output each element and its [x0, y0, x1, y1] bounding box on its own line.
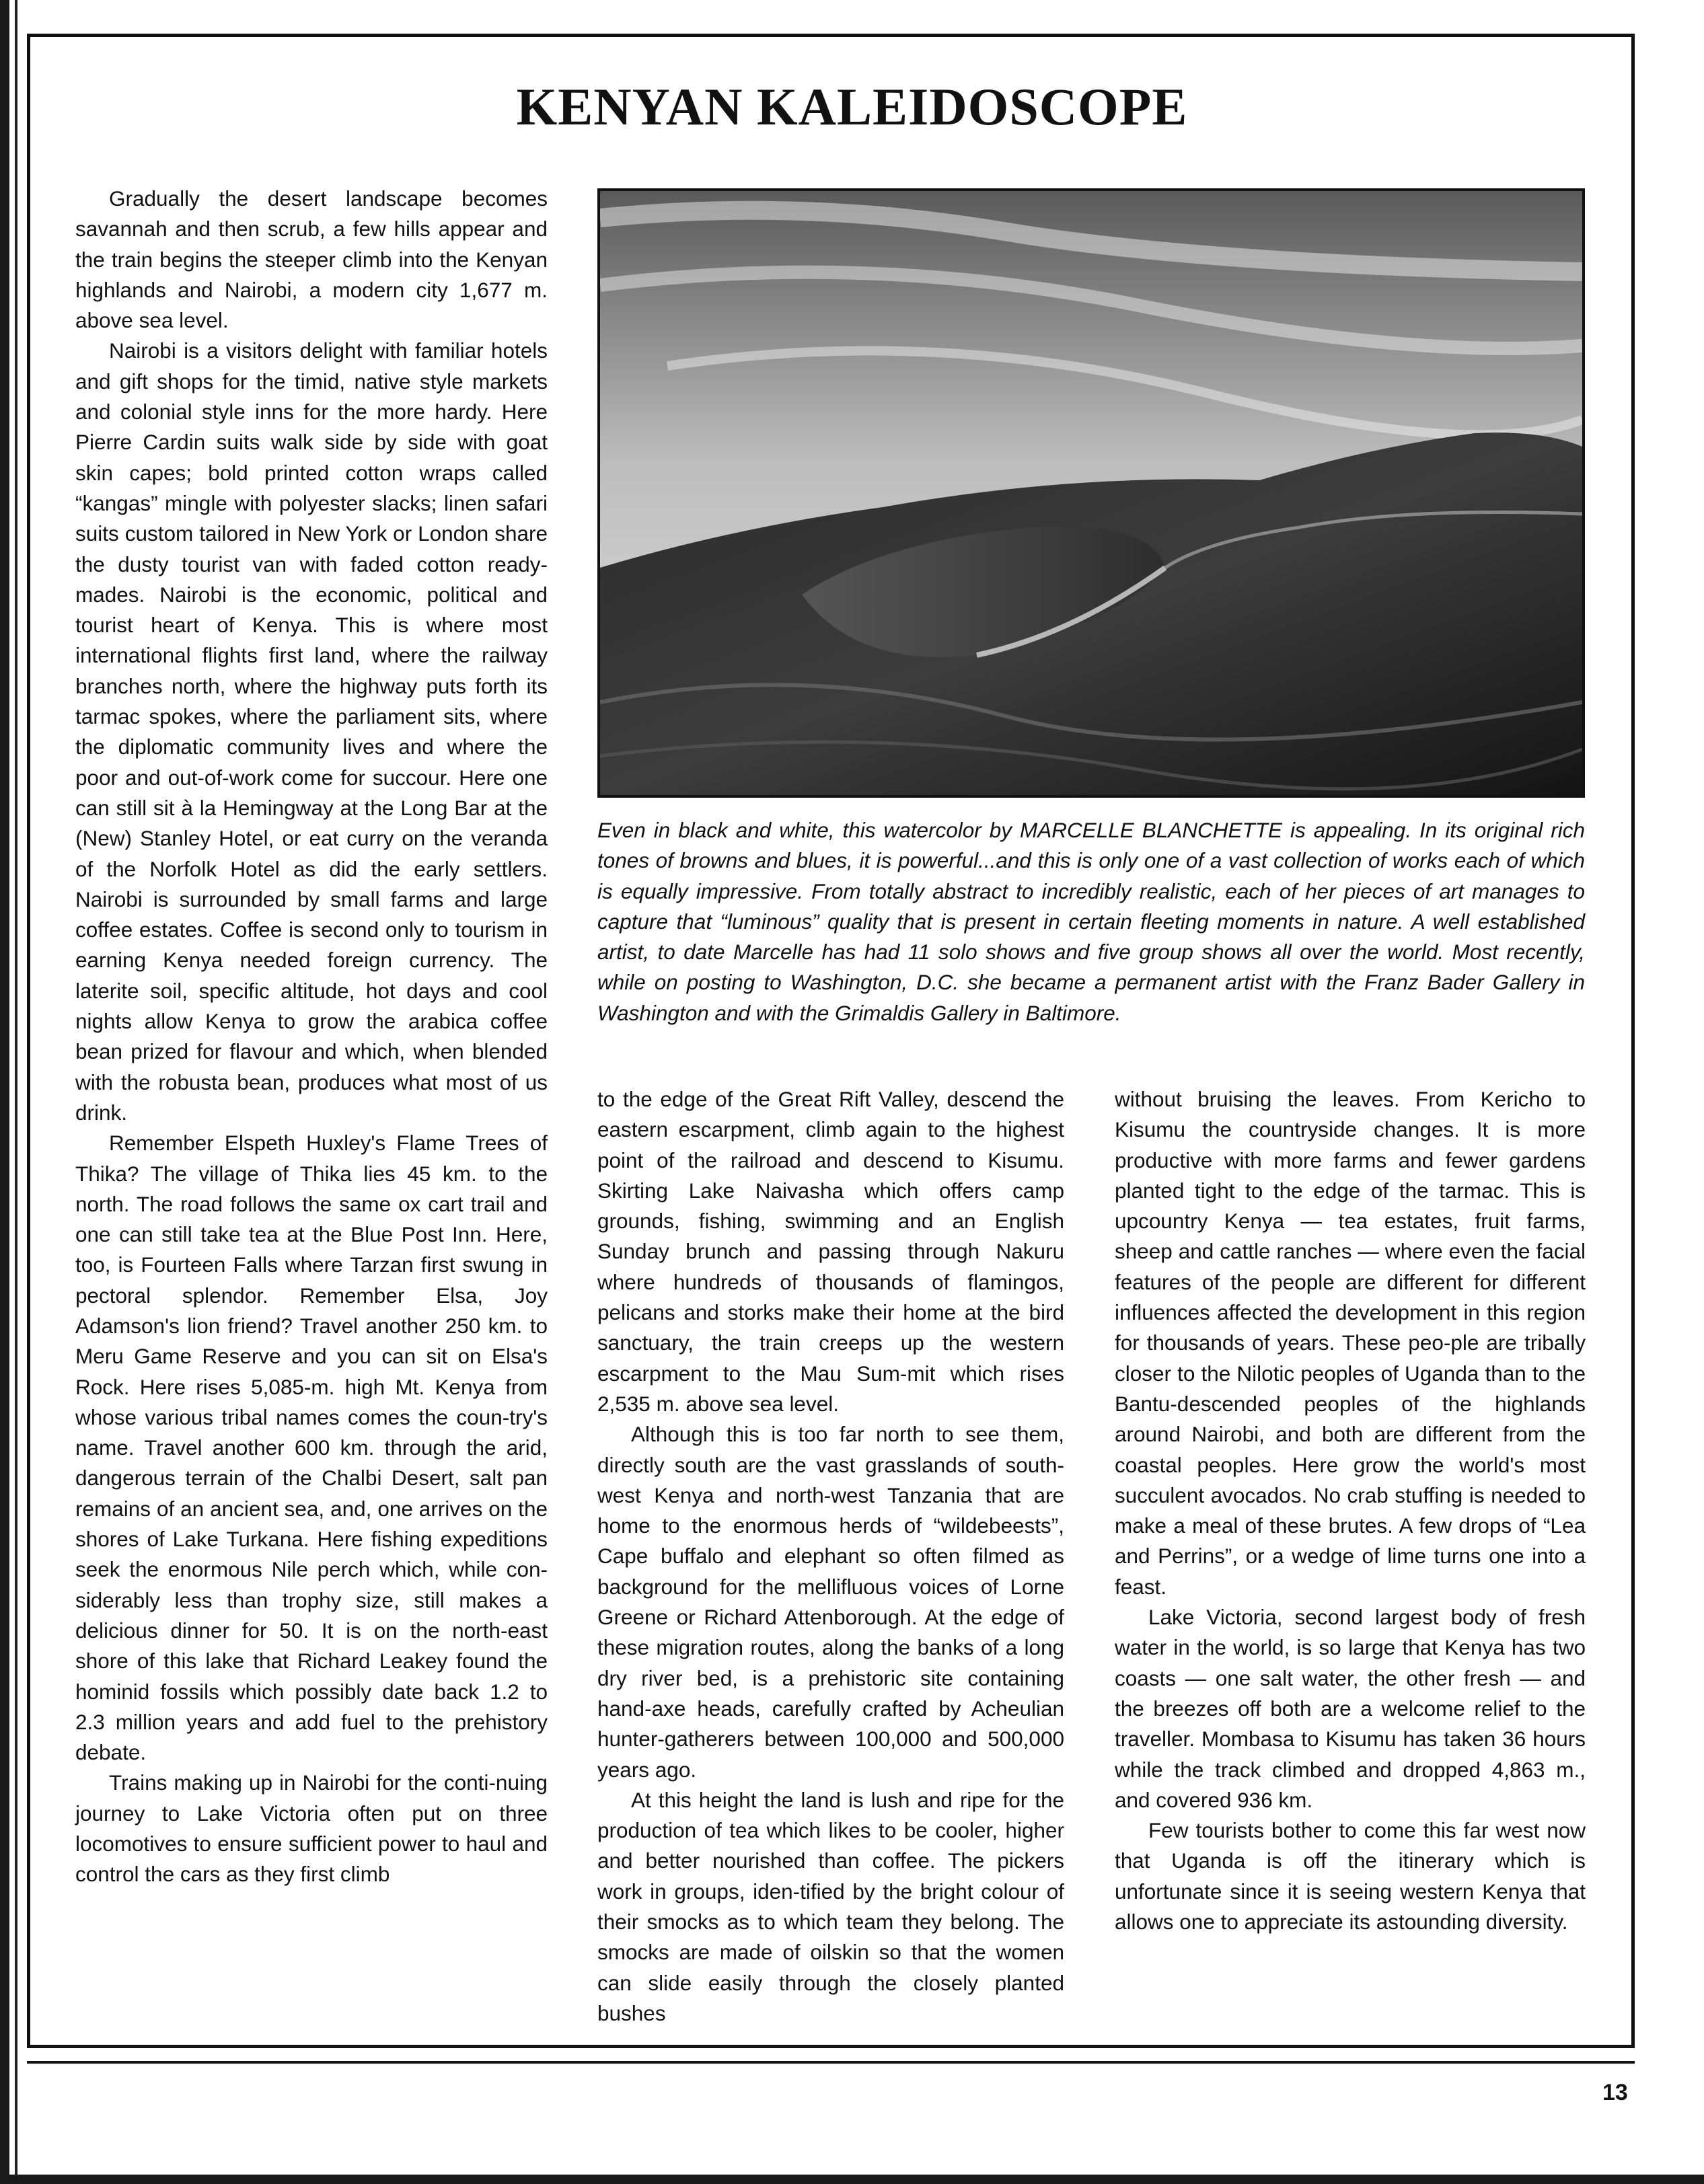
middle-column	[597, 1084, 1064, 2029]
scan-bottom-edge	[0, 2175, 1704, 2184]
paragraph: to the edge of the Great Rift Valley, descend the eastern escarpment, climb again to the highest point of the railroad and descend to Kisumu. Skirting Lake Naivasha which offers camp grounds, fishing, swimming and an English Sunday brunch and passing through Nakuru where hundreds of thousands of flamingos, pelicans and storks make their home at the bird sanctuary, the train creeps up the western escarpment to the Mau Sum-mit which rises 2,535 m. above sea level.	[597, 1087, 1064, 1416]
landscape-illustration	[600, 191, 1582, 795]
paragraph: Nairobi is a visitors delight with familiar hotels and gift shops for the timid, native style markets and colonial style inns for the more hardy. Here Pierre Cardin suits walk side by side with goat skin capes; bold printed cotton wraps called “kangas” mingle with polyester slacks; linen safari suits custom tailored in New York or London share the dusty tourist van with faded cotton ready-mades. Nairobi is the economic, political and tourist heart of Kenya. This is where most international flights first land, where the railway branches north, where the highway puts forth its tarmac spokes, where the parliament sits, where the diplomatic community lives and where the poor and out-of-work come for succour. Here one can still sit à la Hemingway at the Long Bar at the (New) Stanley Hotel, or eat curry on the veranda of the Norfolk Hotel as did the early settlers. Nairobi is surrounded by small farms and large coffee estates. Coffee is second only to tourism in earning Kenya needed foreign currency. The laterite soil, specific altitude, hot days and cool nights allow Kenya to grow the arabica coffee bean prized for flavour and which, when blended with the robusta bean, produces what most of us drink.	[75, 338, 548, 1125]
bottom-rule	[27, 2061, 1635, 2064]
paragraph: Lake Victoria, second largest body of fresh water in the world, is so large that Kenya has two coasts — one salt water, the other fresh — and the breezes off both are a welcome relief to the traveller. Mombasa to Kisumu has taken 36 hours while the track climbed and dropped 4,863 m., and covered 936 km.	[1115, 1605, 1586, 1812]
left-column	[75, 184, 548, 1890]
article-title: KENYAN KALEIDOSCOPE	[516, 77, 1188, 136]
paragraph: At this height the land is lush and ripe for the production of tea which likes to be cooler, higher and better nourished than coffee. The pickers work in groups, iden-tified by the bright colour of their smocks as to which team they belong. The smocks are made of oilskin so that the women can slide easily through the closely planted bushes	[597, 1787, 1064, 2025]
scan-binding-line	[15, 0, 17, 2184]
paragraph: Trains making up in Nairobi for the conti-nuing journey to Lake Victoria often put on three locomotives to ensure sufficient power to haul and control the cars as they first climb	[75, 1770, 548, 1887]
scan-binding-edge	[0, 0, 9, 2184]
paragraph: Few tourists bother to come this far west now that Uganda is off the itinerary which is unfortunate since it is seeing western Kenya that allows one to appreciate its astounding diversity.	[1115, 1818, 1586, 1934]
paragraph: Remember Elspeth Huxley's Flame Trees of Thika? The village of Thika lies 45 km. to the north. The road follows the same ox cart trail and one can still take tea at the Blue Post Inn. Here, too, is Fourteen Falls where Tarzan first swung in pectoral splendor. Remember Elsa, Joy Adamson's lion friend? Travel another 250 km. to Meru Game Reserve and you can sit on Elsa's Rock. Here rises 5,085-m. high Mt. Kenya from whose various tribal names comes the coun-try's name. Travel another 600 km. through the arid, dangerous terrain of the Chalbi Desert, salt pan remains of an ancient sea, and, one arrives on the shores of Lake Turkana. Here fishing expeditions seek the enormous Nile perch which, while con-siderably less than trophy size, still makes a delicious dinner for 50. It is on the north-east shore of this lake that Richard Leakey found the hominid fossils which possibly date back 1.2 to 2.3 million years and add fuel to the prehistory debate.	[75, 1131, 548, 1765]
page-number: 13	[1602, 2080, 1628, 2105]
right-column	[1115, 1084, 1586, 1937]
paragraph: Although this is too far north to see them, directly south are the vast grasslands of south-west Kenya and north-west Tanzania that are home to the enormous herds of “wildebeests”, Cape buffalo and elephant so often filmed as background for the mellifluous voices of Lorne Greene or Richard Attenborough. At the edge of these migration routes, along the banks of a long dry river bed, is a prehistoric site containing hand-axe heads, carefully crafted by Acheulian hunter-gatherers between 100,000 and 500,000 years ago.	[597, 1422, 1064, 1782]
paragraph: without bruising the leaves. From Kericho to Kisumu the countryside changes. It is more productive with more farms and fewer gardens planted tight to the edge of the tarmac. This is upcountry Kenya — tea estates, fruit farms, sheep and cattle ranches — where even the facial features of the people are different for different influences affected the development in this region for thousands of years. These peo-ple are tribally closer to the Nilotic peoples of Uganda than to the Bantu-descended peoples of the highlands around Nairobi, and both are different from the coastal peoples. Here grow the world's most succulent avocados. No crab stuffing is needed to make a meal of these brutes. A few drops of “Lea and Perrins”, or a wedge of lime turns one into a feast.	[1115, 1087, 1586, 1599]
image-caption: Even in black and white, this watercolor by MARCELLE BLANCHETTE is appealing. In its original rich tones of browns and blues, it is powerful...and this is only one of a vast collection of works each of which is equally impressive. From totally abstract to incredibly realistic, each of her pieces of art manages to capture that “luminous” quality that is present in certain fleeting moments in nature. A well established artist, to date Marcelle has had 11 solo shows and five group shows all over the world. Most recently, while on posting to Washington, D.C. she became a permanent artist with the Franz Bader Gallery in Washington and with the Grimaldis Gallery in Baltimore.	[597, 818, 1585, 1025]
paragraph: Gradually the desert landscape becomes savannah and then scrub, a few hills appear and the train begins the steeper climb into the Kenyan highlands and Nairobi, a modern city 1,677 m. above sea level.	[75, 186, 548, 333]
watercolor-landscape-image	[597, 188, 1585, 798]
